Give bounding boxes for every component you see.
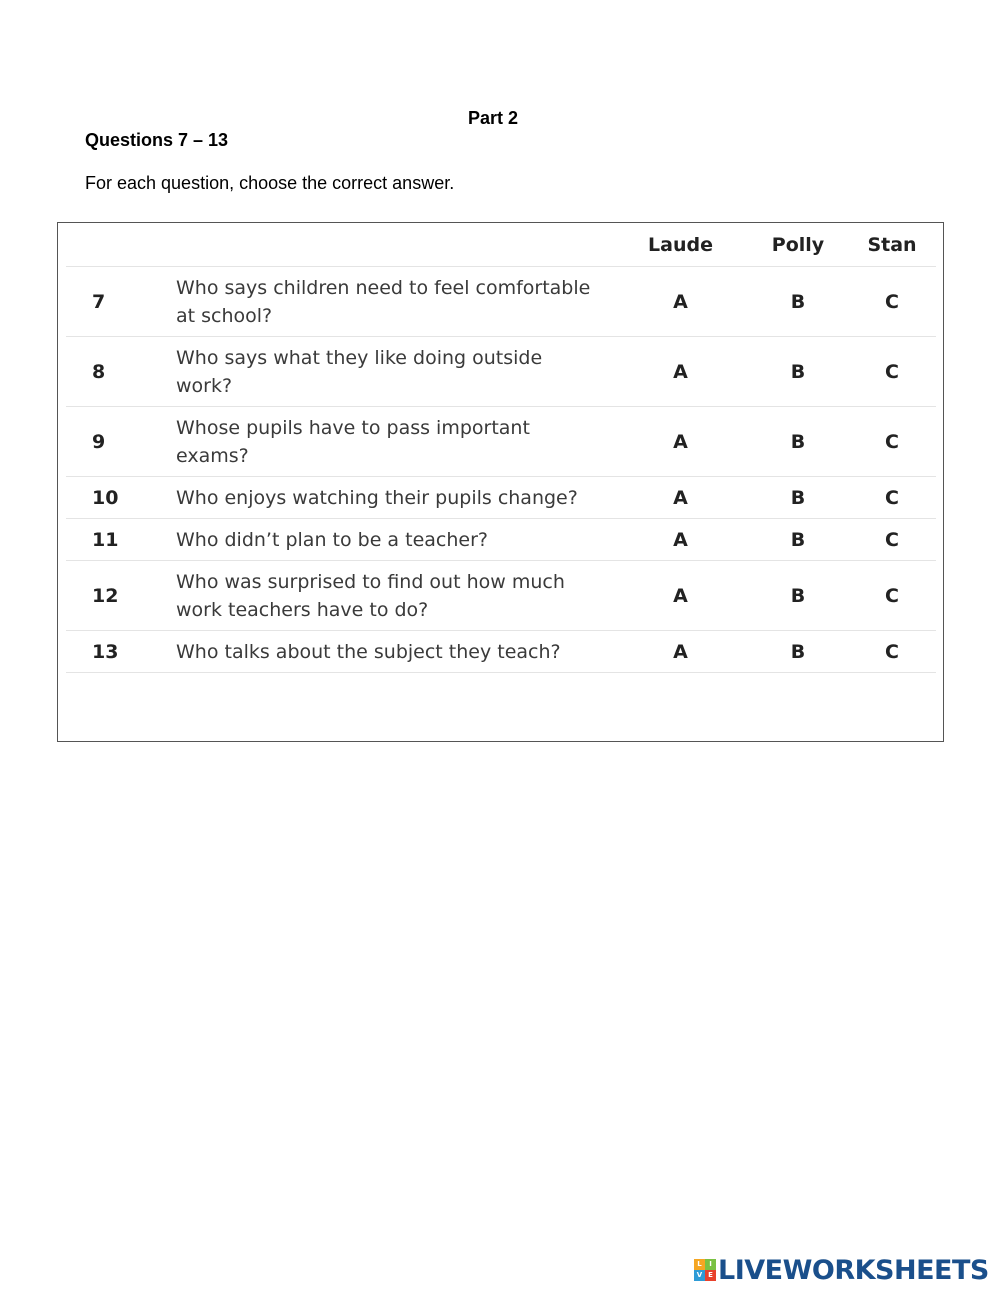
header-question — [176, 223, 613, 267]
logo-mark-letter: I — [705, 1259, 716, 1270]
question-text-line: Whose pupils have to pass important — [176, 416, 530, 439]
table-row — [66, 631, 936, 673]
option-a[interactable]: A — [613, 519, 748, 561]
questions-table — [66, 223, 936, 673]
question-number: 10 — [66, 477, 176, 519]
header-polly: Polly — [748, 223, 848, 267]
option-b[interactable]: B — [748, 337, 848, 407]
instructions-text: For each question, choose the correct answer. — [85, 173, 455, 193]
question-text — [176, 407, 613, 477]
question-number: 13 — [66, 631, 176, 673]
option-b[interactable]: B — [748, 561, 848, 631]
liveworksheets-logo[interactable] — [694, 1255, 989, 1285]
question-text: Who enjoys watching their pupils change? — [176, 477, 613, 519]
option-b[interactable]: B — [748, 519, 848, 561]
option-a[interactable]: A — [613, 561, 748, 631]
questions-table-box — [57, 222, 944, 742]
table-row — [66, 477, 936, 519]
option-c[interactable]: C — [848, 561, 936, 631]
question-text-line: exams? — [176, 444, 249, 467]
questions-heading: Questions 7 – 13 — [85, 130, 229, 150]
logo-text: LIVEWORKSHEETS — [718, 1254, 989, 1286]
question-number: 8 — [66, 337, 176, 407]
table-row — [66, 519, 936, 561]
logo-mark-letter: V — [694, 1270, 705, 1281]
question-text — [176, 337, 613, 407]
table-row — [66, 407, 936, 477]
option-b[interactable]: B — [748, 477, 848, 519]
option-c[interactable]: C — [848, 477, 936, 519]
logo-mark-letter: L — [694, 1259, 705, 1270]
logo-mark-icon — [694, 1259, 716, 1281]
header-stan: Stan — [848, 223, 936, 267]
question-text: Who talks about the subject they teach? — [176, 631, 613, 673]
option-b[interactable]: B — [748, 267, 848, 337]
option-c[interactable]: C — [848, 267, 936, 337]
option-b[interactable]: B — [748, 631, 848, 673]
table-row — [66, 337, 936, 407]
question-number: 9 — [66, 407, 176, 477]
question-text-line: work teachers have to do? — [176, 598, 429, 621]
option-a[interactable]: A — [613, 477, 748, 519]
option-a[interactable]: A — [613, 631, 748, 673]
question-text-line: at school? — [176, 304, 273, 327]
question-number: 12 — [66, 561, 176, 631]
logo-mark-letter: E — [705, 1270, 716, 1281]
table-row — [66, 267, 936, 337]
option-a[interactable]: A — [613, 337, 748, 407]
question-text-line: Who says children need to feel comfortable — [176, 276, 591, 299]
option-a[interactable]: A — [613, 407, 748, 477]
option-c[interactable]: C — [848, 337, 936, 407]
header-number — [66, 223, 176, 267]
question-text — [176, 267, 613, 337]
question-number: 11 — [66, 519, 176, 561]
option-c[interactable]: C — [848, 519, 936, 561]
option-c[interactable]: C — [848, 631, 936, 673]
question-text — [176, 561, 613, 631]
option-b[interactable]: B — [748, 407, 848, 477]
question-text-line: Who was surprised to find out how much — [176, 570, 565, 593]
option-a[interactable]: A — [613, 267, 748, 337]
question-text-line: work? — [176, 374, 233, 397]
header-laude: Laude — [613, 223, 748, 267]
question-number: 7 — [66, 267, 176, 337]
part-title: Part 2 — [467, 108, 519, 128]
table-row — [66, 561, 936, 631]
option-c[interactable]: C — [848, 407, 936, 477]
question-text-line: Who says what they like doing outside — [176, 346, 543, 369]
question-text: Who didn’t plan to be a teacher? — [176, 519, 613, 561]
table-header-row — [66, 223, 936, 267]
